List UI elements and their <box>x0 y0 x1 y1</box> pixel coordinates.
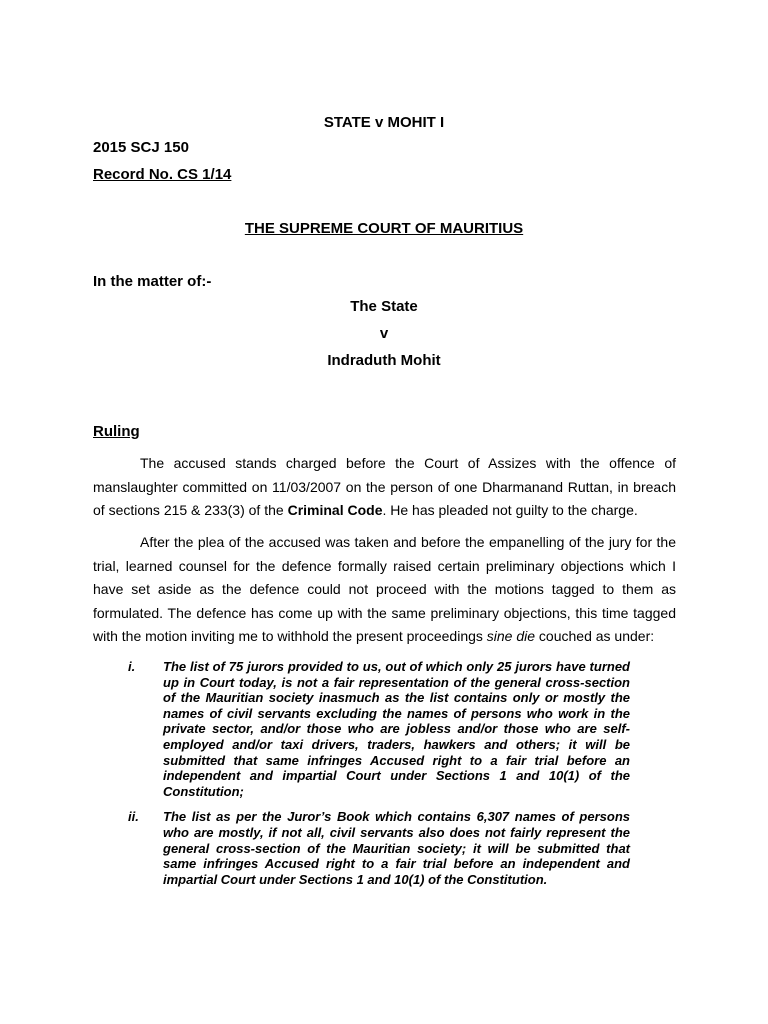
party-state: The State <box>350 298 418 315</box>
list-item-text: The list as per the Juror’s Book which contains 6,307 names of persons who are mostly, if not all, civil servants also does not fairly represent the general cross-section of the Mauritian society; it will be submitted that same infringes Accused right to a fair trial before an independent and impartial Court under Sections 1 and 10(1) of the Constitution. <box>163 809 630 887</box>
court-name: THE SUPREME COURT OF MAURITIUS <box>244 220 524 237</box>
sine-die-term: sine die <box>486 628 536 644</box>
paragraph-objections-tail: couched as under: <box>535 628 655 644</box>
case-title: STATE v MOHIT I <box>323 114 445 131</box>
in-the-matter-label: In the matter of:- <box>93 273 212 290</box>
paragraph-charge-text: The accused stands charged before the Court of Assizes with the offence of manslaughter committed on 11/03/2007 on the person of one Dharmanand Ruttan, in breach of sections 215 & 233(3) of the <box>93 455 676 518</box>
objections-list <box>128 659 630 887</box>
paragraph-objections <box>93 531 676 649</box>
paragraph-charge-tail: . He has pleaded not guilty to the charge. <box>382 502 638 518</box>
versus-label: v <box>379 325 389 342</box>
ruling-heading: Ruling <box>93 423 140 440</box>
paragraph-charge <box>93 452 676 523</box>
criminal-code-ref: Criminal Code <box>287 502 383 518</box>
citation: 2015 SCJ 150 <box>93 139 189 156</box>
list-item-text: The list of 75 jurors provided to us, out of which only 25 jurors have turned up in Court today, is not a fair representation of the general cross-section of the Mauritian society inasmuch as the list contains only or mostly the names of civil servants excluding the names of persons who work in the private sector, and/or those who are jobless and/or those who are self-employed and/or taxi drivers, traders, hawkers and others; it will be submitted that same infringes Accused right to a fair trial before an independent and impartial Court under Sections 1 and 10(1) of the Constitution; <box>163 659 630 799</box>
list-item <box>128 809 630 887</box>
list-item-number: ii. <box>128 809 139 825</box>
list-item <box>128 659 630 799</box>
record-number: Record No. CS 1/14 <box>93 166 232 183</box>
party-accused: Indraduth Mohit <box>327 352 441 369</box>
list-item-number: i. <box>128 659 136 674</box>
paragraph-objections-text: After the plea of the accused was taken and before the empanelling of the jury for the trial, learned counsel for the defence formally raised certain preliminary objections which I have set aside as the defence could not proceed with the motions tagged to them as formulated. The defence has come up with the same preliminary objections, this time tagged with the motion inviting me to withhold the present proceedings <box>93 534 676 644</box>
